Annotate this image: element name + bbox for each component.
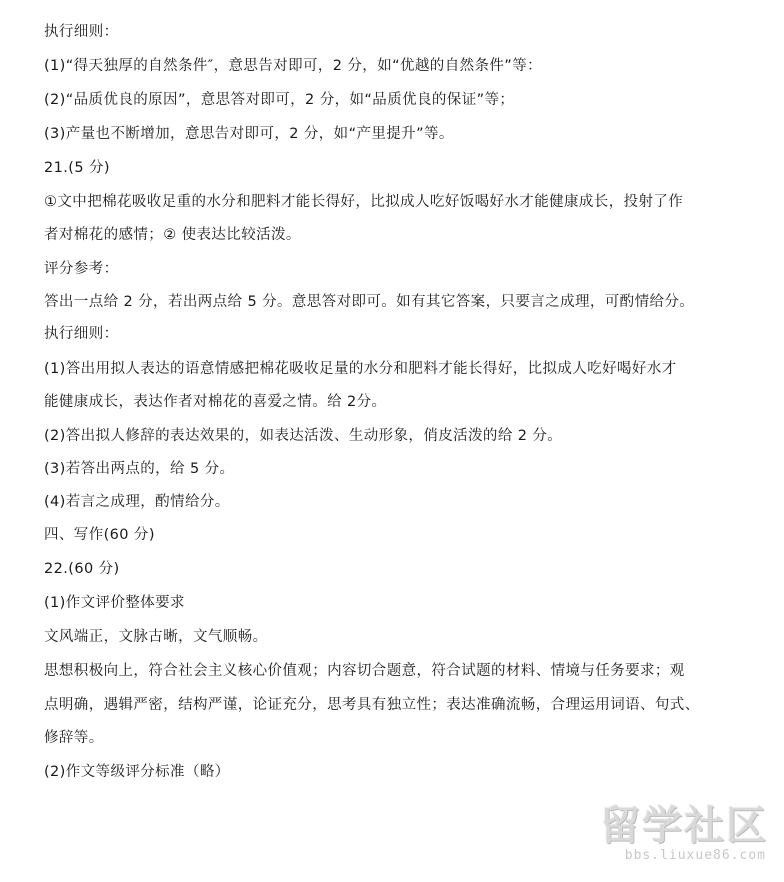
text-line: 文风端正，文脉古晰，文气顺畅。 — [44, 629, 268, 645]
text-line: (4)若言之成理，酌情给分。 — [44, 494, 230, 510]
text-line: (2)“品质优良的原因”，意思答对即可，2 分，如“品质优良的保证”等； — [44, 92, 515, 108]
text-line: 思想积极向上，符合社会主义核心价值观；内容切合题意，符合试题的材料、情境与任务要求；观 — [44, 663, 685, 679]
section-number: 21.(5 分) — [44, 160, 110, 176]
watermark-title: 留学社区 — [600, 803, 768, 849]
section-number: 22.(60 分) — [44, 561, 120, 577]
text-line: (3)产量也不断增加，意思告对即可，2 分，如“产里提升”等。 — [44, 126, 454, 142]
section-heading: 四、写作(60 分) — [44, 527, 155, 543]
text-line: (2)答出拟人修辞的表达效果的，如表达活泼、生动形象，俏皮活泼的给 2 分。 — [44, 428, 563, 444]
text-line: 评分参考： — [44, 261, 119, 277]
text-line: 者对棉花的感情；② 使表达比较活泼。 — [44, 227, 301, 243]
text-line: 能健康成长，表达作者对棉花的喜爱之情。给 2分。 — [44, 394, 387, 410]
text-line: (1)“得天独厚的自然条件″，意思告对即可，2 分，如“优越的自然条件”等： — [44, 58, 543, 74]
site-watermark — [598, 804, 768, 868]
text-line: (1)答出用拟人表达的语意情感把棉花吸收足量的水分和肥料才能长得好，比拟成人吃好喝好水才 — [44, 361, 677, 377]
text-line: 执行细则： — [44, 326, 119, 342]
watermark-url: bbs.liuxue86.com — [624, 848, 766, 863]
text-line: (3)若答出两点的，给 5 分。 — [44, 461, 235, 477]
text-line: 修辞等。 — [44, 730, 104, 746]
text-line: 执行细则： — [44, 24, 119, 40]
text-line: ①文中把棉花吸收足重的水分和肥料才能长得好，比拟成人吃好饭喝好水才能健康成长，投射了作 — [44, 194, 684, 210]
text-line: (1)作文评价整体要求 — [44, 595, 185, 611]
text-line: 答出一点给 2 分，若出两点给 5 分。意思答对即可。如有其它答案，只要言之成理，可酌情给分。 — [44, 294, 695, 310]
text-line: 点明确，遇辑严密，结构严谨，论证充分，思考具有独立性；表达准确流畅，合理运用词语、句式、 — [44, 697, 700, 713]
text-line: (2)作文等级评分标准（略） — [44, 764, 230, 780]
